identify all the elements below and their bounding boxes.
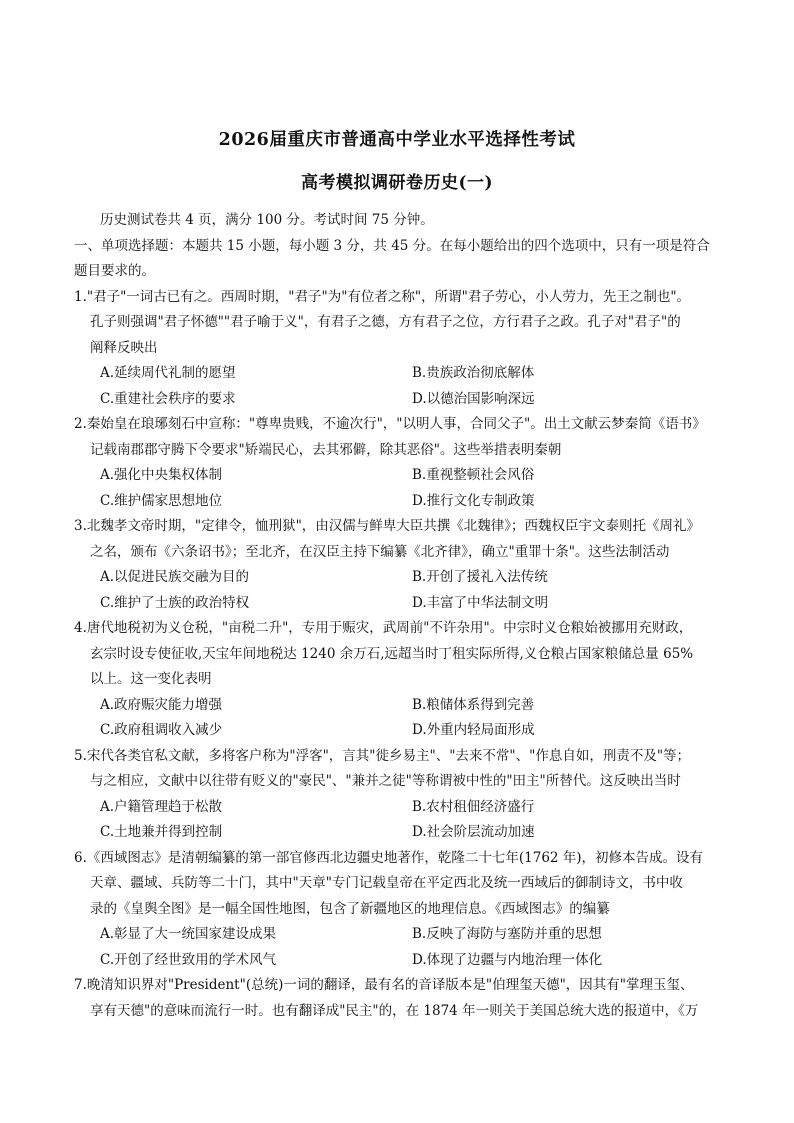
- question-text: 以上。这一变化表明: [90, 671, 212, 687]
- option-d: D.社会阶层流动加速: [412, 824, 535, 840]
- question-2: [74, 412, 724, 514]
- option-b: B.贵族政治彻底解体: [412, 365, 535, 381]
- question-text: 7.晚清知识界对"President"(总统)一词的翻译，最有名的音译版本是"伯理玺天德"，因其有"掌理玉玺、: [74, 977, 694, 993]
- question-text: 享有天德"的意味而流行一时。也有翻译成"民主"的，在 1874 年一则关于美国总统大选的报道中，《万: [90, 1002, 699, 1019]
- option-d: D.体现了边疆与内地治理一体化: [412, 951, 603, 968]
- option-a: A.户籍管理趋于松散: [100, 798, 223, 815]
- question-text: 2.秦始皇在琅琊刻石中宣称："尊卑贵贱，不逾次行"，"以明人事，合同父子"。出土文献云梦秦简《语书》: [74, 416, 706, 432]
- option-d: D.以德治国影响深远: [412, 390, 535, 407]
- section-heading-cont: 题目要求的。: [74, 263, 155, 279]
- option-row: [74, 591, 724, 617]
- question-text: 玄宗时设专使征收,天宝年间地税达 1240 余万石,远超当时丁租实际所得,义仓粮占国家粮储总量 65%: [90, 645, 694, 662]
- option-c: C.重建社会秩序的要求: [100, 390, 236, 407]
- question-1: [74, 285, 724, 413]
- option-row: [74, 820, 724, 846]
- option-row: [74, 463, 724, 489]
- option-c: C.土地兼并得到控制: [100, 824, 223, 840]
- question-6: [74, 846, 724, 974]
- option-row: [74, 489, 724, 515]
- option-a: A.彰显了大一统国家建设成果: [100, 926, 277, 942]
- option-c: C.维护了士族的政治特权: [100, 594, 250, 611]
- option-a: A.延续周代礼制的愿望: [100, 365, 236, 381]
- option-a: A.强化中央集权体制: [100, 467, 223, 483]
- question-3: [74, 514, 724, 616]
- option-row: [74, 387, 724, 413]
- question-4: [74, 616, 724, 744]
- exam-title: 2026届重庆市普通高中学业水平选择性考试: [218, 130, 576, 150]
- exam-content: [74, 208, 724, 1024]
- question-text: 6.《西域图志》是清朝编纂的第一部官修西北边疆史地著作，乾隆二十七年(1762 年)，初修本告成。设有: [74, 849, 704, 866]
- question-text: 记载南郡郡守腾下令要求"矫端民心，去其邪僻，除其恶俗"。这些举措表明秦朝: [90, 441, 562, 458]
- option-row: [74, 693, 724, 719]
- question-text: 4.唐代地税初为义仓税，"亩税二升"，专用于赈灾，武周前"不许杂用"。中宗时义仓粮始被挪用充财政，: [74, 620, 693, 636]
- option-row: [74, 948, 724, 974]
- exam-subtitle: 高考模拟调研卷历史(一): [300, 173, 494, 193]
- option-a: A.以促进民族交融为目的: [100, 569, 250, 585]
- question-text: 5.宋代各类官私文献，多将客户称为"浮客"，言其"徙乡易主"、"去来不常"、"作息自如，刑责不及"等；: [74, 747, 691, 764]
- option-row: [74, 922, 724, 948]
- option-row: [74, 795, 724, 821]
- section-heading: 一、单项选择题：本题共 15 小题，每小题 3 分，共 45 分。在每小题给出的四个选项中，只有一项是符合: [74, 237, 710, 254]
- question-text: 1."君子"一词古已有之。西周时期，"君子"为"有位者之称"，所谓"君子劳心，小人劳力，先王之制也"。: [74, 288, 691, 305]
- question-text: 孔子则强调"君子怀德""君子喻于义"，有君子之德，方有君子之位，方行君子之政。孔子对"君子"的: [90, 314, 681, 330]
- question-text: 天章、疆域、兵防等二十门，其中"天章"专门记载皇帝在平定西北及统一西域后的御制诗文，书中收: [90, 875, 683, 891]
- exam-info: 历史测试卷共 4 页，满分 100 分。考试时间 75 分钟。: [100, 212, 434, 228]
- question-text: 阐释反映出: [90, 339, 158, 356]
- question-text: 之名，颁布《六条诏书》；至北齐，在汉臣主持下编纂《北齐律》，确立"重罪十条"。这些法制活动: [90, 543, 670, 560]
- option-c: C.开创了经世致用的学术风气: [100, 951, 277, 968]
- option-b: B.农村租佃经济盛行: [412, 798, 535, 815]
- question-5: [74, 744, 724, 846]
- question-7: [74, 973, 724, 1024]
- option-b: B.重视整顿社会风俗: [412, 467, 535, 483]
- option-a: A.政府赈灾能力增强: [100, 696, 223, 713]
- option-b: B.粮储体系得到完善: [412, 696, 535, 713]
- option-c: C.政府租调收入减少: [100, 722, 223, 738]
- option-row: [74, 718, 724, 744]
- option-d: D.丰富了中华法制文明: [412, 594, 549, 611]
- question-text: 3.北魏孝文帝时期，"定律令，恤刑狱"，由汉儒与鲜卑大臣共撰《北魏律》；西魏权臣宇文泰则托《周礼》: [74, 518, 701, 534]
- option-row: [74, 565, 724, 591]
- option-d: D.推行文化专制政策: [412, 492, 535, 509]
- option-b: B.反映了海防与塞防并重的思想: [412, 926, 602, 942]
- option-b: B.开创了援礼入法传统: [412, 569, 548, 585]
- question-text: 与之相应，文献中以往带有贬义的"豪民"、"兼并之徒"等称谓被中性的"田主"所替代。这反映出当时: [90, 773, 681, 789]
- option-d: D.外重内轻局面形成: [412, 722, 535, 738]
- option-row: [74, 361, 724, 387]
- question-text: 录的《皇舆全图》是一幅全国性地图，包含了新疆地区的地理信息。《西域图志》的编纂: [90, 900, 610, 917]
- option-c: C.维护儒家思想地位: [100, 492, 223, 509]
